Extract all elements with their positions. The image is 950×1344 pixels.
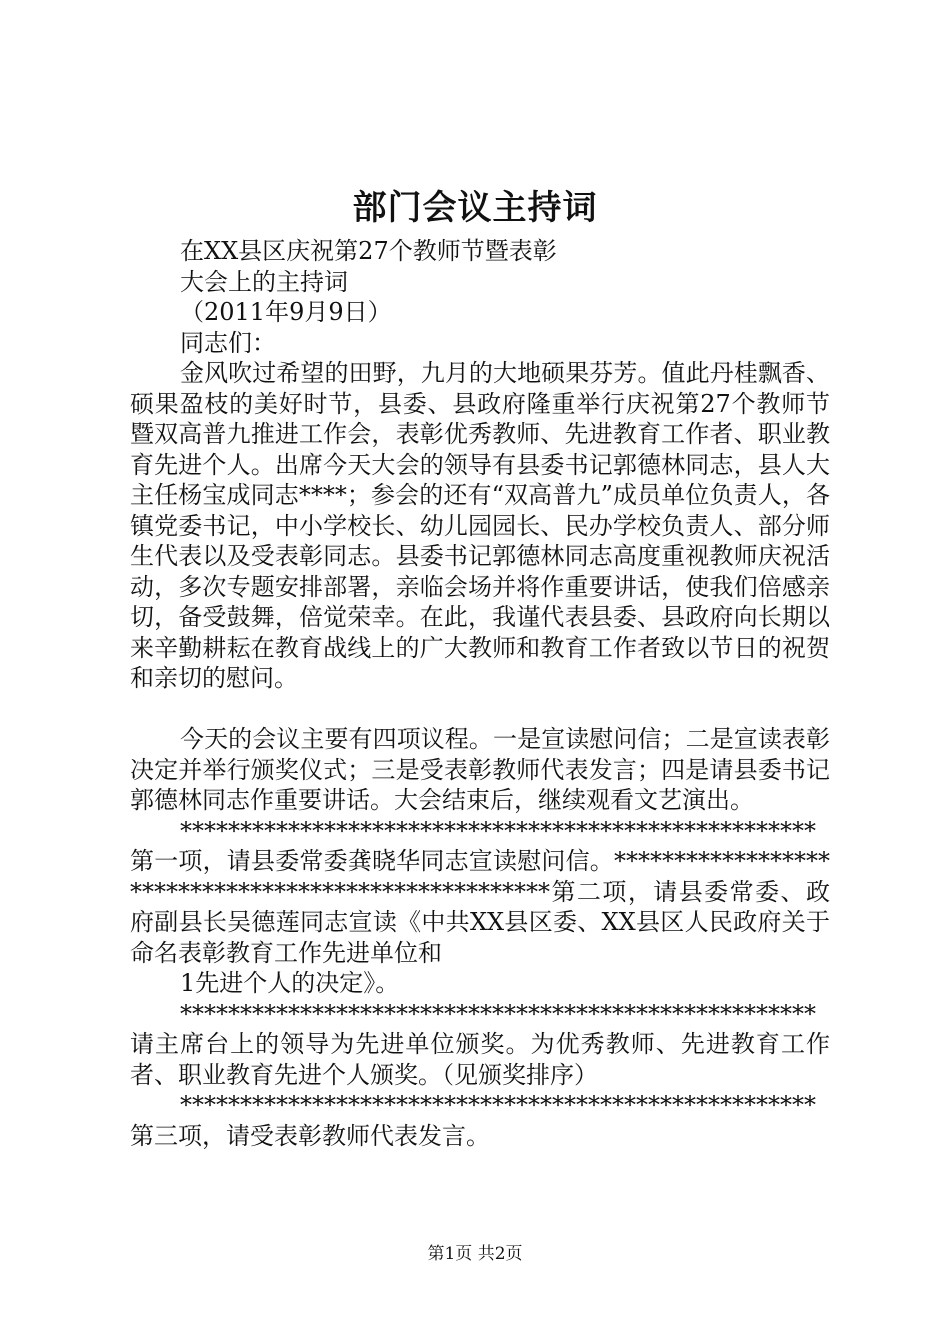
document-body xyxy=(130,236,830,1151)
paragraph-opening: 金风吹过希望的田野，九月的大地硕果芬芳。值此丹桂飘香、硕果盈枝的美好时节，县委、县政府隆重举行庆祝第27个教师节暨双高普九推进工作会，表彰优秀教师、先进教育工作者、职业教育先进个人。出席今天大会的领导有县委书记郭德林同志，县人大主任杨宝成同志****；参会的还有“双高普九”成员单位负责人，各镇党委书记，中小学校长、幼儿园园长、民办学校负责人、部分师生代表以及受表彰同志。县委书记郭德林同志高度重视教师庆祝活动，多次专题安排部署，亲临会场并将作重要讲话，使我们倍感亲切，备受鼓舞，倍觉荣幸。在此，我谨代表县委、县政府向长期以来辛勤耕耘在教育战线上的广大教师和教育工作者致以节日的祝贺和亲切的慰问。 xyxy=(130,359,830,692)
salutation: 同志们： xyxy=(180,328,276,357)
heading-line-1: 在XX县区庆祝第27个教师节暨表彰 xyxy=(180,237,557,265)
paragraph-awards: *****************************************************请主席台上的领导为先进单位颁奖。为优秀教师、先进教育工作者、职业教育先进个人颁奖。（见颁奖排序） xyxy=(130,999,830,1089)
paragraph-items-tail: 1先进个人的决定》。 xyxy=(180,969,400,997)
heading-line-2: 大会上的主持词 xyxy=(180,267,348,296)
page-number-footer: 第1页 共2页 xyxy=(427,1244,523,1264)
paragraph-spacer xyxy=(130,694,830,725)
paragraph-items-one-two: *****************************************************第一项，请县委常委龚晓华同志宣读慰问信。*****************************************************第二项，请县委常委、政府副县长吴德莲同志宣读《中共XX县区委、XX县区人民政府关于命名表彰教育工作先进单位和 xyxy=(130,816,830,967)
date-line: （2011年9月9日） xyxy=(180,298,392,326)
document-title: 部门会议主持词 xyxy=(352,188,598,228)
paragraph-item-three: *****************************************************第三项，请受表彰教师代表发言。 xyxy=(130,1091,816,1150)
paragraph-agenda: 今天的会议主要有四项议程。一是宣读慰问信；二是宣读表彰决定并举行颁奖仪式；三是受表彰教师代表发言；四是请县委书记郭德林同志作重要讲话。大会结束后，继续观看文艺演出。 xyxy=(130,725,830,814)
